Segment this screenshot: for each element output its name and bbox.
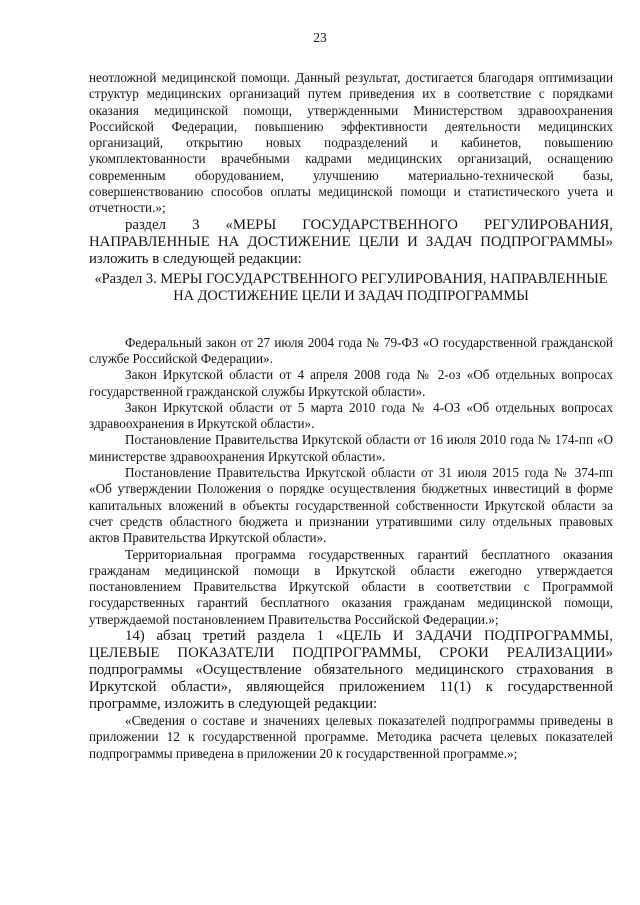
- paragraph-regional-law-2008: Закон Иркутской области от 4 апреля 2008 года № 2-оз «Об отдельных вопросах государственной гражданской службы Иркутской области».: [89, 367, 613, 399]
- paragraph-resolution-374: Постановление Правительства Иркутской области от 31 июля 2015 года № 374-пп «Об утверждении Положения о порядке осуществления бюджетных инвестиций в форме капитальных вложений в объекты государственной собственности Иркутской области за счет средств областного бюджета и признании утратившими силу отдельных правовых актов Правительства Иркутской области».: [89, 465, 613, 546]
- page-number: 23: [313, 30, 327, 45]
- paragraph-regional-law-2010: Закон Иркутской области от 5 марта 2010 года № 4-ОЗ «Об отдельных вопросах здравоохранения в Иркутской области».: [89, 399, 613, 432]
- document-body: [89, 70, 613, 762]
- paragraph-federal-law: Федеральный закон от 27 июля 2004 года № 79-ФЗ «О государственной гражданской службе Российской Федерации».: [89, 334, 613, 366]
- section-heading: «Раздел 3. МЕРЫ ГОСУДАРСТВЕННОГО РЕГУЛИРОВАНИЯ, НАПРАВЛЕННЫЕ НА ДОСТИЖЕНИЕ ЦЕЛИ И ЗАДАЧ ПОДПРОГРАММЫ: [94, 270, 608, 304]
- paragraph-resolution-174: Постановление Правительства Иркутской области от 16 июля 2010 года № 174-пп «О министерстве здравоохранения Иркутской области».: [89, 432, 613, 464]
- paragraph-indicators: «Сведения о составе и значениях целевых показателей подпрограммы приведены в приложении 12 к государственной программе. Методика расчета целевых показателей подпрограммы приведена в приложении 20 к государственной программе.»;: [89, 713, 613, 761]
- paragraph-item-14: 14) абзац третий раздела 1 «ЦЕЛЬ И ЗАДАЧИ ПОДПРОГРАММЫ, ЦЕЛЕВЫЕ ПОКАЗАТЕЛИ ПОДПРОГРАММЫ, СРОКИ РЕАЛИЗАЦИИ» подпрограммы «Осуществление обязательного медицинского страхования в Иркутской области», являющейся приложением 11(1) к государственной программе, изложить в следующей редакции:: [89, 628, 613, 713]
- paragraph-continuation: неотложной медицинской помощи. Данный результат, достигается благодаря оптимизации структур медицинских организаций путем приведения их в соответствие с порядками оказания медицинской помощи, утвержденными Министерством здравоохранения Российской Федерации, повышению эффективности деятельности медицинских организаций, открытию новых подразделений и кабинетов, повышению укомплектованности врачебными кадрами медицинских организаций, оснащению современным оборудованием, улучшению материально-технической базы, совершенствованию способов оплаты медицинской помощи и статистического учета и отчетности.»;: [89, 70, 613, 216]
- paragraph-section3-amendment: раздел 3 «МЕРЫ ГОСУДАРСТВЕННОГО РЕГУЛИРОВАНИЯ, НАПРАВЛЕННЫЕ НА ДОСТИЖЕНИЕ ЦЕЛИ И ЗАДАЧ ПОДПРОГРАММЫ» изложить в следующей редакции:: [89, 216, 613, 267]
- paragraph-territorial-program: Территориальная программа государственных гарантий бесплатного оказания гражданам медицинской помощи в Иркутской области ежегодно утверждается постановлением Правительства Иркутской области в соответствии с Программой государственных гарантий бесплатного оказания гражданам медицинской помощи, утверждаемой постановлением Правительства Российской Федерации.»;: [89, 546, 613, 627]
